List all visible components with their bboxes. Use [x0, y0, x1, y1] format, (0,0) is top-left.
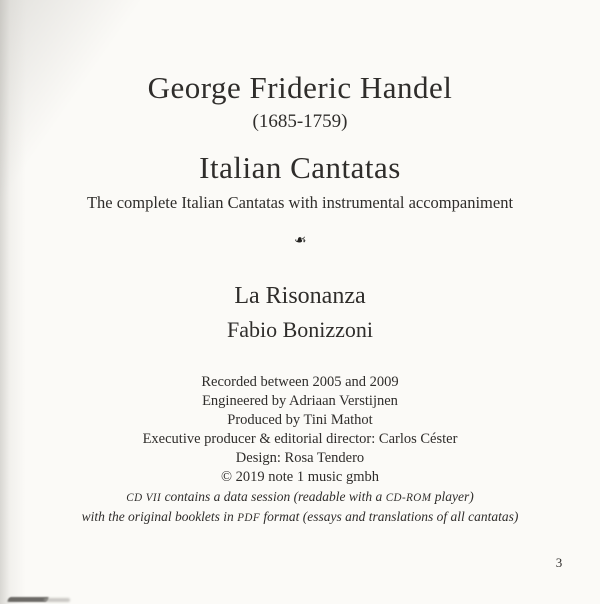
credit-line: Produced by Tini Mathot — [227, 412, 373, 428]
work-subtitle: The complete Italian Cantatas with instrumental accompaniment — [86, 193, 514, 212]
scan-artifact-dark — [7, 597, 49, 602]
director-name: Fabio Bonizzoni — [226, 317, 374, 342]
scan-artifact-light — [44, 598, 70, 602]
credits-block — [0, 373, 600, 487]
ensemble-name: La Risonanza — [234, 283, 366, 309]
footnote-text: contains a data session (readable with a — [161, 489, 386, 504]
page-number: 3 — [555, 555, 563, 570]
credit-line: © 2019 note 1 music gmbh — [220, 469, 380, 485]
footnote-text: format (essays and translations of all cantatas) — [260, 508, 519, 524]
composer-dates: (1685-1759) — [252, 111, 348, 132]
smallcaps-cd-vii: CD VII — [126, 492, 162, 504]
smallcaps-cd-rom: CD-ROM — [385, 492, 432, 504]
credit-line: Executive producer & editorial director: Carlos Céster — [142, 431, 458, 447]
hedera-glyph: ❧ — [293, 233, 307, 249]
footnote-text: player) — [431, 489, 474, 504]
credit-line: Design: Rosa Tendero — [235, 450, 365, 466]
smallcaps-pdf: PDF — [237, 511, 261, 524]
footnote-text: with the original booklets in — [81, 508, 238, 524]
work-title: Italian Cantatas — [199, 150, 401, 185]
credit-line: Engineered by Adriaan Verstijnen — [202, 393, 398, 409]
credit-line: Recorded between 2005 and 2009 — [201, 374, 399, 390]
composer-name: George Frideric Handel — [147, 70, 453, 105]
footnote-line-1 — [0, 488, 600, 508]
hedera-ornament-icon — [0, 231, 600, 250]
footnote-line-2 — [0, 508, 600, 528]
footnote-block — [0, 488, 600, 527]
